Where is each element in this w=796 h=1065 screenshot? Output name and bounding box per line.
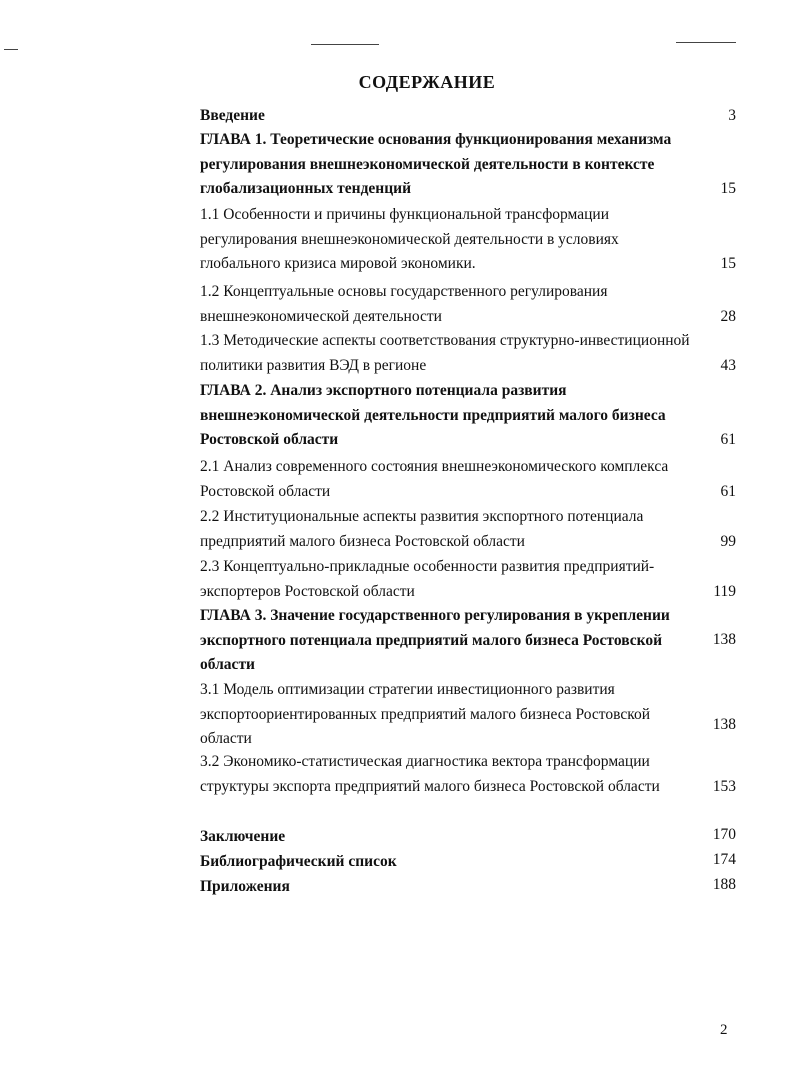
toc-entry-page: 188 xyxy=(712,876,736,893)
toc-entry-section-1-2 xyxy=(200,280,736,329)
toc-entry-page: 61 xyxy=(720,431,736,449)
toc-entry-text: Приложения xyxy=(200,878,290,895)
toc-entry-page: 28 xyxy=(720,307,736,325)
toc-entry-chapter-3 xyxy=(200,604,736,678)
toc-entry-text: 2.1 Анализ современного состояния внешнеэкономического комплекса Ростовской области xyxy=(200,458,669,500)
toc-entry-text: 1.1 Особенности и причины функциональной трансформации регулирования внешнеэкономической деятельности в условиях глобального кризиса мировой экономики. xyxy=(200,206,619,273)
toc-entry-introduction xyxy=(200,104,736,129)
toc-entry-section-2-3 xyxy=(200,555,736,604)
toc-entry-page: 15 xyxy=(720,255,736,273)
scan-mark xyxy=(311,44,379,45)
toc-entry-chapter-1 xyxy=(200,128,736,202)
toc-entry-page: 3 xyxy=(728,107,736,124)
toc-entry-section-1-3 xyxy=(200,329,736,378)
toc-entry-text: 1.2 Концептуальные основы государственного регулирования внешнеэкономической деятельности xyxy=(200,283,608,325)
toc-entry-page: 153 xyxy=(712,777,736,795)
page-number: 2 xyxy=(720,1022,728,1038)
toc-entry-section-3-2 xyxy=(200,750,736,799)
toc-entry-page: 43 xyxy=(720,356,736,374)
toc-entry-page: 15 xyxy=(720,180,736,198)
scan-mark xyxy=(676,42,736,43)
toc-entry-chapter-2 xyxy=(200,379,736,453)
toc-entry-text: 1.3 Методические аспекты соответствования структурно-инвестиционной политики развития ВЭД в регионе xyxy=(200,332,690,374)
toc-entry-section-1-1 xyxy=(200,203,736,277)
toc-entry-page: 138 xyxy=(712,716,736,733)
toc-entry-text: 2.2 Институциональные аспекты развития экспортного потенциала предприятий малого бизнеса Ростовской области xyxy=(200,508,644,550)
toc-entry-page: 138 xyxy=(712,631,736,648)
toc-entry-page: 174 xyxy=(712,851,736,868)
toc-entry-section-2-1 xyxy=(200,455,736,504)
toc-entry-page: 99 xyxy=(720,532,736,550)
toc-entry-section-2-2 xyxy=(200,505,736,554)
toc-entry-text: Заключение xyxy=(200,828,286,845)
toc-entry-text: 3.2 Экономико-статистическая диагностика вектора трансформации структуры экспорта предприятий малого бизнеса Ростовской области xyxy=(200,753,660,795)
toc-entry-page: 170 xyxy=(712,826,736,843)
toc-entry-conclusion xyxy=(200,825,736,850)
toc-entry-text: ГЛАВА 3. Значение государственного регулирования в укреплении экспортного потенциала предприятий малого бизнеса Ростовской области xyxy=(200,607,670,674)
toc-entry-bibliography xyxy=(200,850,736,875)
toc-entry-text: Введение xyxy=(200,107,265,124)
page-title: СОДЕРЖАНИЕ xyxy=(358,72,496,92)
scan-mark xyxy=(4,49,18,50)
toc-entry-text: 2.3 Концептуально-прикладные особенности развития предприятий-экспортеров Ростовской области xyxy=(200,558,655,600)
toc-entry-text: ГЛАВА 1. Теоретические основания функционирования механизма регулирования внешнеэкономической деятельности в контексте глобализационных тенденций xyxy=(200,131,672,198)
toc-entry-page: 119 xyxy=(713,582,736,600)
toc-entry-text: ГЛАВА 2. Анализ экспортного потенциала развития внешнеэкономической деятельности предприятий малого бизнеса Ростовской области xyxy=(200,382,666,449)
toc-entry-appendices xyxy=(200,875,736,900)
toc-entry-text: Библиографический список xyxy=(200,853,397,870)
toc-entry-page: 61 xyxy=(720,482,736,500)
toc-entry-text: 3.1 Модель оптимизации стратегии инвестиционного развития экспортоориентированных предприятий малого бизнеса Ростовской области xyxy=(200,681,651,748)
toc-entry-section-3-1 xyxy=(200,678,736,752)
